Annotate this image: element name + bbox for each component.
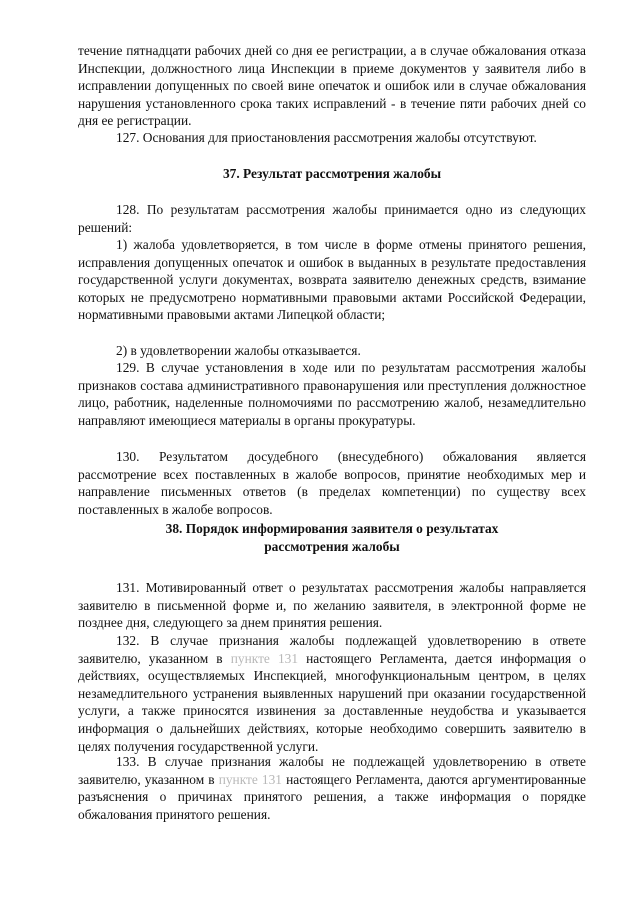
- paragraph-132-text-b: настоящего Регламента, дается информация о действиях, осуществляемых Инспекцией, многофункциональным центром, в целях незамедлительного устранения выявленных нарушений при оказании государственной услуги, а также приносятся извинения за доставленные неудобства и указывается информация о дальнейших действиях, которые необходимо совершить заявителю в целях получения государственной услуги.: [78, 650, 586, 754]
- paragraph-127: 127. Основания для приостановления рассмотрения жалобы отсутствуют.: [116, 130, 537, 145]
- paragraph-132-reference-link[interactable]: пункте 131: [230, 650, 299, 666]
- paragraph-131: [78, 579, 586, 632]
- section-heading-38-line-1: 38. Порядок информирования заявителя о результатах: [165, 521, 499, 536]
- section-heading-37: 37. Результат рассмотрения жалобы: [222, 166, 442, 181]
- paragraph-128-item-1: 1) жалоба удовлетворяется, в том числе в форме отмены принятого решения, исправления допущенных опечаток и ошибок в выданных в результате предоставления государственной услуги документах, возврата заявителю денежных средств, взимание которых не предусмотрено нормативными правовыми актами Российской Федерации, нормативными правовыми актами Липецкой области;: [78, 237, 586, 323]
- paragraph-128-item-2: 2) в удовлетворении жалобы отказывается.: [116, 343, 361, 358]
- paragraph-129: 129. В случае установления в ходе или по результатам рассмотрения жалобы признаков состава административного правонарушения или преступления должностное лицо, работник, наделенные полномочиями по рассмотрению жалоб, незамедлительно направляют имеющиеся материалы в органы прокуратуры.: [78, 360, 586, 428]
- paragraph-133: [78, 753, 586, 823]
- paragraph-131-text: 131. Мотивированный ответ о результатах рассмотрения жалобы направляется заявителю в письменной форме и, по желанию заявителя, в электронной форме не позднее дня, следующего за днем принятия решения.: [78, 580, 586, 631]
- paragraph-128: 128. По результатам рассмотрения жалобы принимается одно из следующих решений:: [78, 202, 586, 235]
- section-heading-38: [78, 520, 586, 555]
- paragraph-133-text-a: 133. В случае признания жалобы не подлежащей удовлетворению в ответе заявителю, указанном в: [78, 754, 586, 787]
- paragraph-continuation: течение пятнадцати рабочих дней со дня ее регистрации, а в случае обжалования отказа Инспекции, должностного лица Инспекции в приеме документов у заявителя либо в исправлении допущенных по своей вине опечаток и ошибок или в случае обжалования нарушения установленного срока таких исправлений - в течение пяти рабочих дней со дня ее регистрации.: [78, 43, 586, 129]
- paragraph-133-reference-link[interactable]: пункте 131: [218, 771, 283, 787]
- paragraph-132: [78, 632, 586, 755]
- paragraph-130: 130. Результатом досудебного (внесудебного) обжалования является рассмотрение всех поставленных в жалобе вопросов, принятие необходимых мер и направление письменных ответов (в пределах компетенции) по существу всех поставленных в жалобе вопросов.: [78, 449, 586, 517]
- paragraph-132-text-a: 132. В случае признания жалобы подлежащей удовлетворению в ответе заявителю, указанном в: [78, 633, 586, 666]
- paragraph-133-text-b: настоящего Регламента, даются аргументированные разъяснения о причинах принятого решения, а также информация о порядке обжалования принятого решения.: [78, 771, 587, 822]
- section-heading-38-line-2: рассмотрения жалобы: [264, 538, 400, 554]
